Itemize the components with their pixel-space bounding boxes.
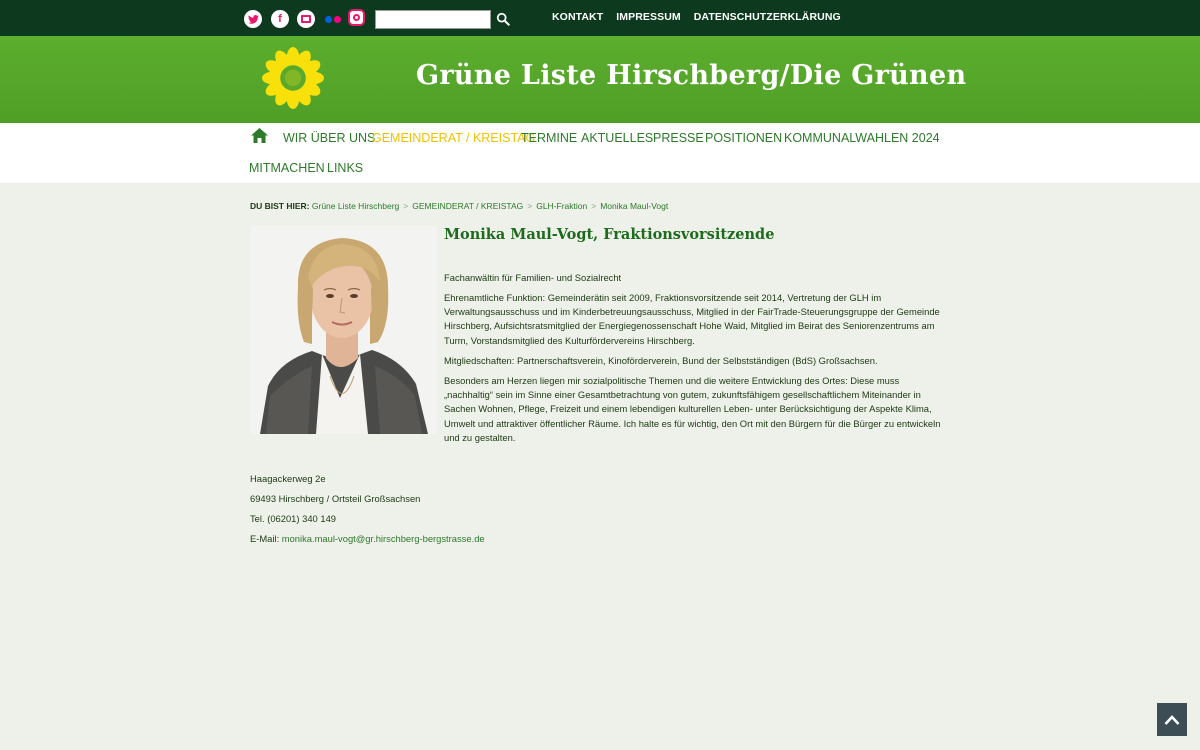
contact-phone: Tel. (06201) 340 149 [250,513,336,524]
nav-item-termine[interactable]: TERMINE [521,131,578,145]
site-title: Grüne Liste Hirschberg/Die Grünen [416,60,967,91]
contact-street: Haagackerweg 2e [250,473,326,484]
portrait-photo [250,226,437,434]
flickr-icon[interactable] [323,10,343,28]
memberships-text: Mitgliedschaften: Partnerschaftsverein, Kinoförderverein, Bund der Selbstständigen (BdS) Großsachsen. [444,355,878,366]
home-icon[interactable] [251,128,268,143]
statement-text: Besonders am Herzen liegen mir sozialpolitische Themen und die weitere Entwicklung des Ortes: Diese muss „nachhaltig“ sein im Sinne einer Gesamtbetrachtung von gutem, zukunftsfähigem gesellschaftlichem Miteinander in Sachen Wohnen, Pflege, Freizeit und einem lebendigen kulturellen Leben- unter Berücksichtigung der Aspekte Klima, Umwelt und attraktiver öffentlicher Räume. Ich halte es für wichtig, den Ort mit den Bürgern für die Bürger zu entwickeln und zu gestalten. [444,375,941,443]
datenschutz-link[interactable]: DATENSCHUTZERKLÄRUNG [693,11,841,23]
breadcrumb-item-current[interactable]: Monika Maul-Vogt [600,201,669,211]
nav-item-aktuelles[interactable]: AKTUELLES [581,131,654,145]
twitter-icon[interactable] [244,10,262,28]
nav-item-presse[interactable]: PRESSE [653,131,704,145]
contact-email-link[interactable]: monika.maul-vogt@gr.hirschberg-bergstrasse.de [281,533,485,544]
facebook-glyph: f [278,13,282,25]
breadcrumb-item-home[interactable]: Grüne Liste Hirschberg [311,201,400,211]
chevron-up-icon [1164,714,1180,726]
instagram-icon[interactable] [348,9,365,26]
nav-item-wir-ueber-uns[interactable]: WIR ÜBER UNS [283,131,376,145]
nav-item-mitmachen[interactable]: MITMACHEN [249,161,325,175]
facebook-icon[interactable] [271,10,289,28]
nav-item-gemeinderat-kreistag[interactable]: GEMEINDERAT / KREISTAG [372,131,536,145]
breadcrumb-separator: > [591,201,597,211]
breadcrumb [250,201,668,211]
sunflower-logo[interactable] [262,44,324,112]
breadcrumb-label: DU BIST HIER: [250,201,310,211]
breadcrumb-item-gemeinderat[interactable]: GEMEINDERAT / KREISTAG [412,201,524,211]
nav-item-positionen[interactable]: POSITIONEN [705,131,783,145]
back-to-top-button[interactable] [1157,703,1187,736]
kontakt-link[interactable]: KONTAKT [552,11,604,23]
top-links [552,11,841,23]
page-title: Monika Maul-Vogt, Fraktionsvorsitzende [444,226,775,243]
contact-email-row [250,533,485,544]
search-input[interactable] [375,10,491,29]
breadcrumb-separator: > [527,201,533,211]
instagram-lens [353,14,360,21]
search-icon[interactable] [496,12,510,26]
tv-screen [301,15,311,23]
contact-city: 69493 Hirschberg / Ortsteil Großsachsen [250,493,421,504]
tv-icon[interactable] [297,10,315,28]
nav-item-kommunalwahlen-2024[interactable]: KOMMUNALWAHLEN 2024 [784,131,940,145]
impressum-link[interactable]: IMPRESSUM [616,11,681,23]
contact-email-label: E-Mail: [250,533,282,544]
functions-text: Ehrenamtliche Funktion: Gemeinderätin seit 2009, Fraktionsvorsitzende seit 2014, Vertretung der GLH im Verwaltungsausschuss und im Kinderbetreuungsausschuss, Mitglied in der FairTrade-Steuerungsgruppe der Gemeinde Hirschberg, Aufsichtsratsmitglied der Energiegenossenschaft Hohe Waid, Mitglied im Beirat des Seniorenzentrums am Turm, Vorstandsmitglied des Kulturfördervereins Hirschberg. [444,292,940,346]
nav-item-links[interactable]: LINKS [327,161,364,175]
flickr-dot-blue [325,16,332,23]
breadcrumb-item-fraktion[interactable]: GLH-Fraktion [536,201,588,211]
breadcrumb-separator: > [403,201,409,211]
flickr-dot-pink [334,16,341,23]
profession-text: Fachanwältin für Familien- und Sozialrecht [444,272,622,283]
